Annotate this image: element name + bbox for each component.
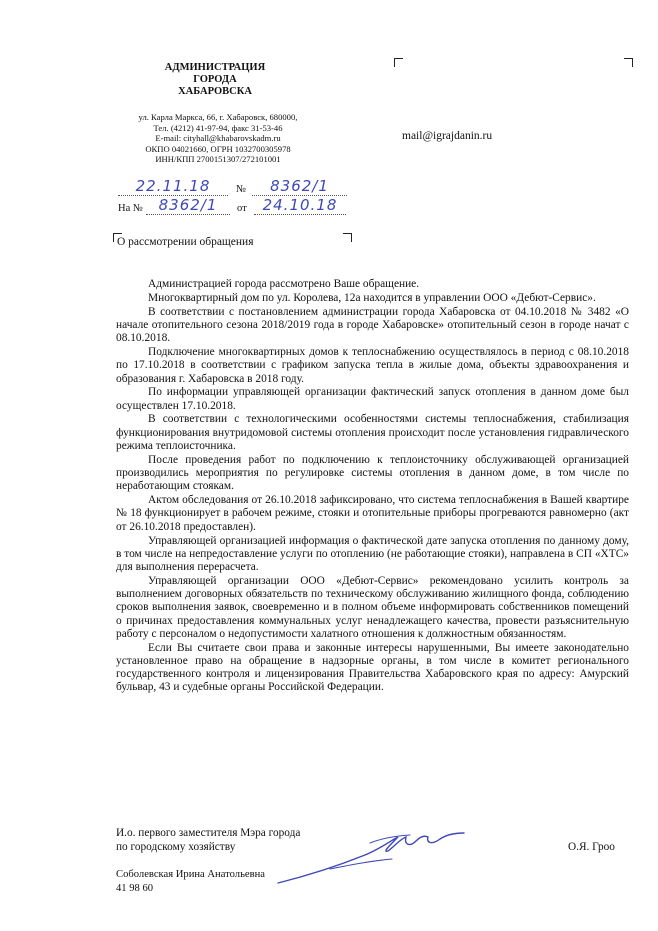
registration-number-label: №: [236, 184, 247, 195]
signatory-position-line2: по городскому хозяйству: [116, 841, 236, 853]
executor-info: [116, 868, 265, 896]
executor-name: Соболевская Ирина Анатольевна: [116, 869, 265, 880]
recipient-corner-left: [394, 58, 403, 67]
body-paragraph: Актом обследования от 26.10.2018 зафиксировано, что система теплоснабжения в Вашей квартире № 18 функционирует в рабочем режиме, стояки и отопительные приборы прогреваются равномерно (акт от 26.10.2018 предоставлен).: [116, 494, 629, 533]
organization-name-line1: АДМИНИСТРАЦИЯ ГОРОДА: [164, 62, 266, 85]
address-line: ИНН/КПП 2700151307/272101001: [155, 154, 281, 164]
organization-address: [118, 112, 318, 165]
registration-number: 8362/1: [252, 177, 347, 196]
handwritten-signature-icon: [270, 825, 470, 890]
recipient-email: mail@igrajdanin.ru: [402, 130, 493, 142]
registration-date: 22.11.18: [118, 177, 228, 196]
body-paragraph: Многоквартирный дом по ул. Королева, 12а находится в управлении ООО «Дебют-Сервис».: [148, 291, 596, 304]
signatory-name: О.Я. Гроо: [568, 841, 615, 853]
recipient-corner-right: [624, 58, 633, 67]
body-paragraph: Управляющей организации ООО «Дебют-Сервис» рекомендовано усилить контроль за выполнением договорных обязательств по техническому обслуживанию жилищного фонда, соблюдению сроков выполнения заявок, своевременно и в полном объеме информировать собственников помещений о причинах предоставления коммунальных услуг ненадлежащего качества, провести разъяснительную работу с персоналом о недопустимости халатного отношения к должностным обязанностям.: [116, 574, 629, 640]
body-paragraph: После проведения работ по подключению к теплоисточнику обслуживающей организацией производились мероприятия по регулировке системы отопления в данном доме, в том числе по неработающим стоякам.: [116, 453, 629, 493]
body-paragraph: В соответствии с технологическими особенностями системы теплоснабжения, стабилизация функционирования внутридомовой системы отопления происходит после установления гидравлического режима теплоисточника.: [116, 413, 629, 452]
body-paragraph: Если Вы считаете свои права и законные интересы нарушенными, Вы имеете законодательно установленное право на обращение в надзорные органы, в том числе в комитет регионального государственного контроля и лицензирования Правительства Хабаровского края по адресу: Амурский бульвар, 43 и судебные органы Российской Федерации.: [116, 641, 629, 694]
signatory-position-line1: И.о. первого заместителя Мэра города: [116, 827, 301, 839]
subject-corner-right: [343, 233, 352, 242]
organization-name-line2: ХАБАРОВСКА: [178, 86, 252, 97]
body-paragraph: Управляющей организацией информация о фактической дате запуска отопления по данному дому, в том числе на непредоставление услуги по отоплению (не работающие стояки), направлена в СП «ХТС» для выполнения перерасчета.: [116, 534, 629, 573]
body-paragraph: В соответствии с постановлением администрации города Хабаровска от 04.10.2018 № 3482 «О начале отопительного сезона 2018/2019 года в городе Хабаровске» отопительный сезон в городе начат с 08.10.2018.: [116, 305, 629, 345]
reference-date: 24.10.18: [254, 196, 346, 215]
reference-number: 8362/1: [146, 196, 230, 215]
address-line: ул. Карла Маркса, 66, г. Хабаровск, 680000,: [138, 112, 298, 122]
address-line: E-mail: cityhall@khabarovskadm.ru: [155, 133, 281, 143]
address-line: Тел. (4212) 41-97-94, факс 31-53-46: [153, 122, 283, 133]
reference-number-label: На №: [118, 203, 143, 214]
organization-name: [150, 62, 280, 98]
executor-phone: 41 98 60: [116, 883, 154, 894]
reference-date-label: от: [237, 203, 247, 214]
letter-body: [116, 278, 629, 695]
body-paragraph: Подключение многоквартирных домов к теплоснабжению осуществлялось в период с 08.10.2018 по 17.10.2018 в соответствии с графиком запуска тепла в жилые дома, объекты здравоохранения и образования г. Хабаровска в 2018 году.: [116, 346, 629, 385]
subject-line: О рассмотрении обращения: [117, 236, 254, 248]
address-line: ОКПО 04021660, ОГРН 1032700305978: [145, 143, 291, 154]
body-paragraph: По информации управляющей организации фактический запуск отопления в данном доме был осуществлен 17.10.2018.: [116, 386, 629, 412]
body-paragraph: Администрацией города рассмотрено Ваше обращение.: [148, 278, 420, 290]
